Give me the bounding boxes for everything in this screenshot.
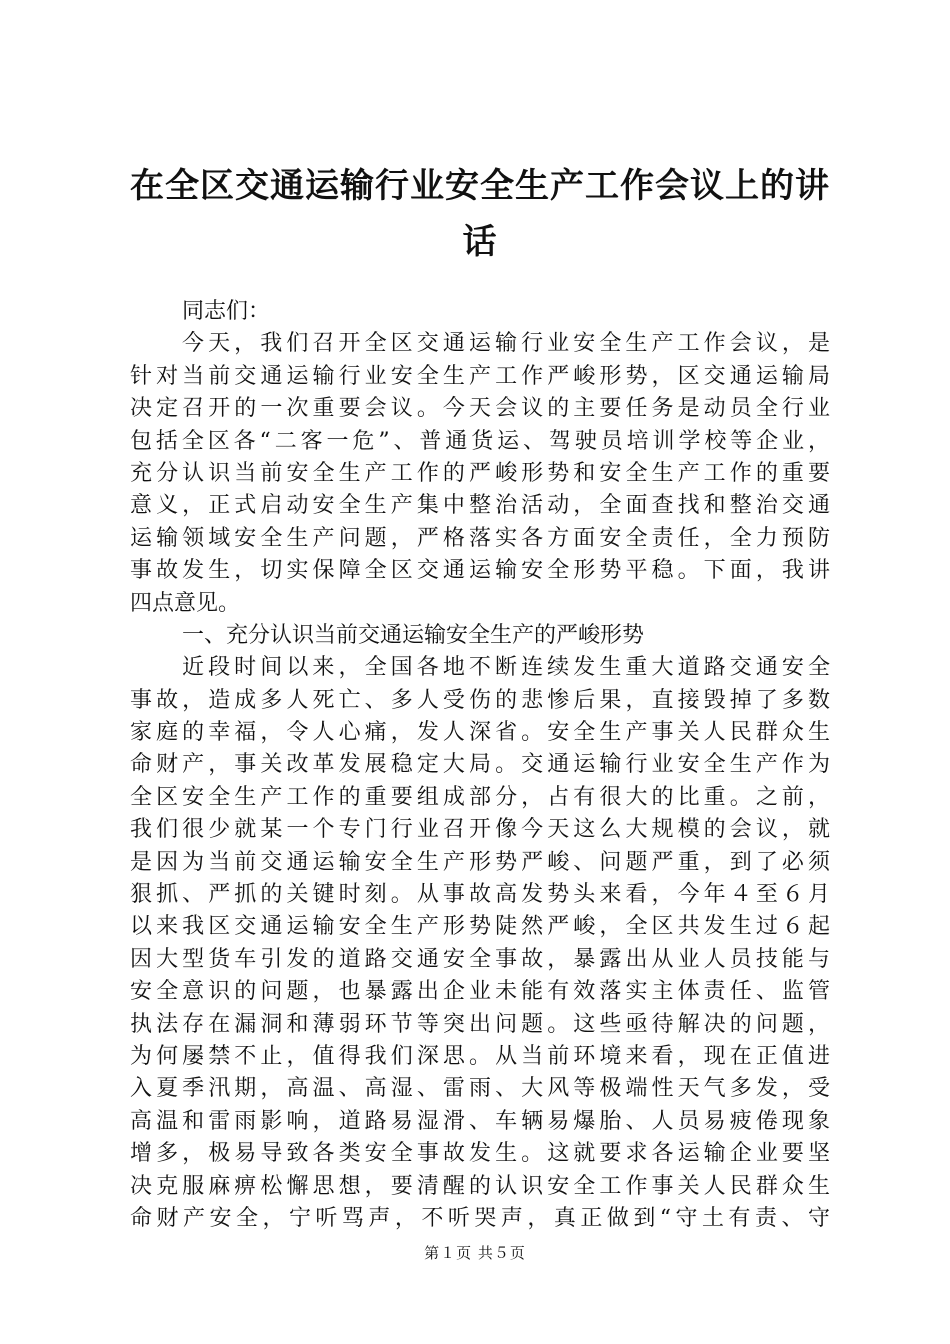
document-body [130, 296, 830, 1235]
text-line: 以来我区交通运输安全生产形势陡然严峻，全区共发生过６起 [130, 914, 830, 940]
text-line: 四点意见。 [130, 590, 241, 616]
text-line: 家庭的幸福，令人心痛，发人深省。安全生产事关人民群众生 [130, 720, 830, 746]
text-line: 今天，我们召开全区交通运输行业安全生产工作会议，是 [182, 331, 830, 357]
text-line: 全区安全生产工作的重要组成部分，占有很大的比重。之前， [130, 784, 830, 810]
text-line: 执法存在漏洞和薄弱环节等突出问题。这些亟待解决的问题， [130, 1011, 830, 1037]
text-line: 决定召开的一次重要会议。今天会议的主要任务是动员全行业 [130, 396, 830, 422]
text-line: 近段时间以来，全国各地不断连续发生重大道路交通安全 [182, 655, 830, 681]
text-line: 决克服麻痹松懈思想，要清醒的认识安全工作事关人民群众生 [130, 1173, 830, 1199]
text-line: 命财产，事关改革发展稳定大局。交通运输行业安全生产作为 [130, 752, 830, 778]
text-line: 事故发生，切实保障全区交通运输安全形势平稳。下面，我讲 [130, 558, 830, 584]
text-line: 同志们： [182, 299, 271, 324]
text-line: 运输领域安全生产问题，严格落实各方面安全责任，全力预防 [130, 525, 830, 551]
text-line: 充分认识当前安全生产工作的严峻形势和安全生产工作的重要 [130, 460, 830, 486]
text-line: 增多，极易导致各类安全事故发生。这就要求各运输企业要坚 [130, 1141, 830, 1167]
text-line: 是因为当前交通运输安全生产形势严峻、问题严重，到了必须 [130, 849, 830, 875]
text-line: 为何屡禁不止，值得我们深思。从当前环境来看，现在正值进 [130, 1043, 830, 1069]
text-line: 因大型货车引发的道路交通安全事故，暴露出从业人员技能与 [130, 946, 830, 972]
text-line: 命财产安全，宁听骂声，不听哭声，真正做到“守土有责、守 [130, 1205, 830, 1231]
text-line: 安全意识的问题，也暴露出企业未能有效落实主体责任、监管 [130, 979, 830, 1005]
document-title [120, 158, 840, 270]
text-line: 狠抓、严抓的关键时刻。从事故高发势头来看，今年４至６月 [130, 882, 830, 908]
title-line-2: 话 [462, 222, 498, 262]
text-line: 我们很少就某一个专门行业召开像今天这么大规模的会议，就 [130, 817, 830, 843]
text-line: 一、充分认识当前交通运输安全生产的严峻形势 [182, 622, 645, 648]
text-line: 意义，正式启动安全生产集中整治活动，全面查找和整治交通 [130, 493, 830, 519]
text-line: 入夏季汛期，高温、高湿、雷雨、大风等极端性天气多发，受 [130, 1076, 830, 1102]
page-footer: 第１页 共５页 [424, 1244, 526, 1262]
title-line-1: 在全区交通运输行业安全生产工作会议上的讲 [130, 166, 830, 206]
text-line: 事故，造成多人死亡、多人受伤的悲惨后果，直接毁掉了多数 [130, 687, 830, 713]
text-line: 包括全区各“二客一危”、普通货运、驾驶员培训学校等企业， [130, 428, 830, 454]
text-line: 针对当前交通运输行业安全生产工作严峻形势，区交通运输局 [130, 363, 830, 389]
text-line: 高温和雷雨影响，道路易湿滑、车辆易爆胎、人员易疲倦现象 [130, 1108, 830, 1134]
